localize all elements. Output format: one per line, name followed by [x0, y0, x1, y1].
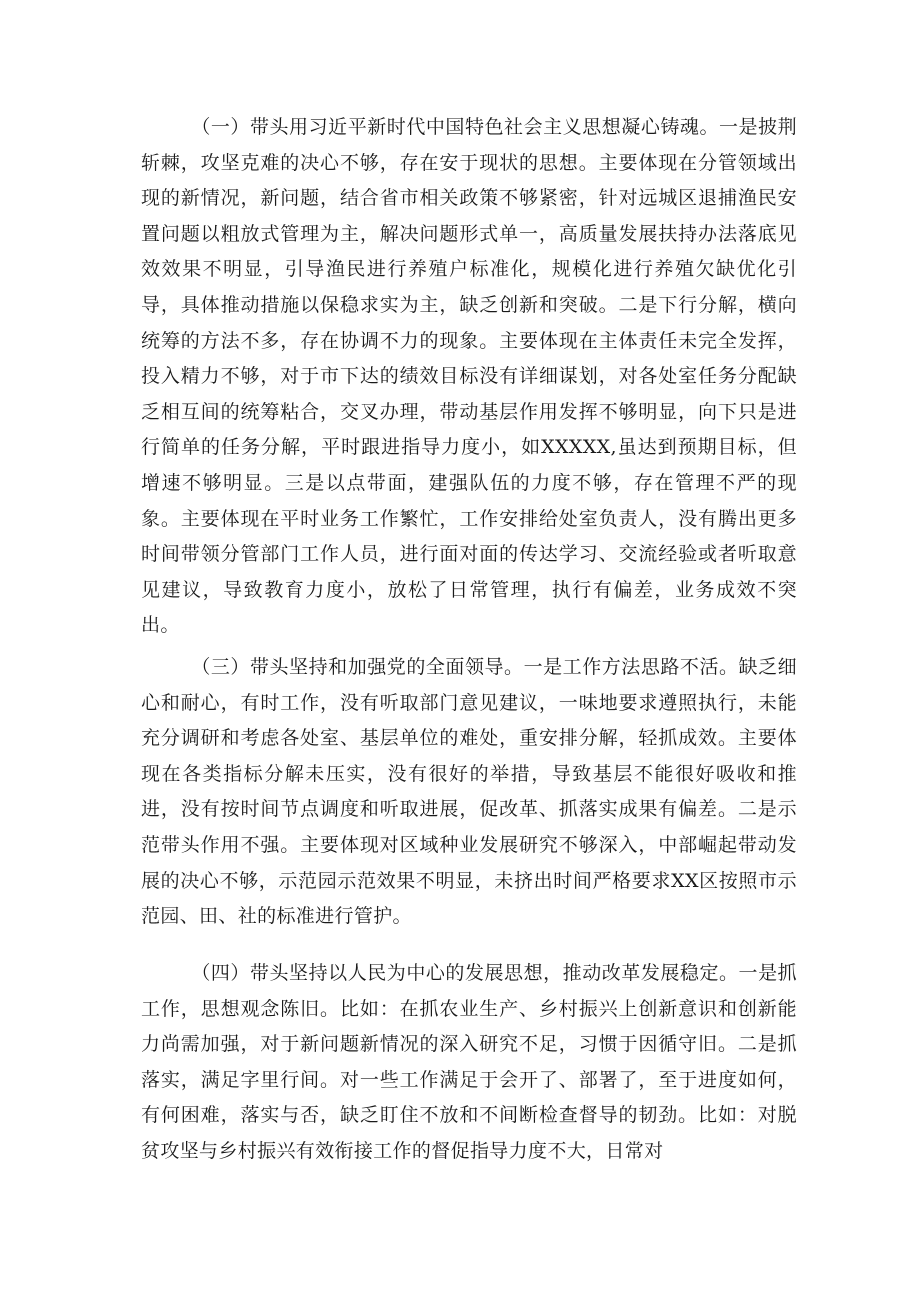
paragraph-section-4: （四）带头坚持以人民为中心的发展思想，推动改革发展稳定。一是抓工作，思想观念陈旧。比如：在抓农业生产、乡村振兴上创新意识和创新能力尚需加强，对于新问题新情况的深入研究不足，习惯于因循守旧。二是抓落实，满足字里行间。对一些工作满足于会开了、部署了，至于进度如何，有何困难，落实与否，缺乏盯住不放和不间断检查督导的韧劲。比如：对脱贫攻坚与乡村振兴有效衔接工作的督促指导力度不大，日常对 — [141, 962, 797, 1162]
paragraph-section-1: （一）带头用习近平新时代中国特色社会主义思想凝心铸魂。一是披荆斩棘，攻坚克难的决心不够，存在安于现状的思想。主要体现在分管领域出现的新情况，新问题，结合省市相关政策不够紧密，针对远城区退捕渔民安置问题以粗放式管理为主，解决问题形式单一，高质量发展扶持办法落底见效效果不明显，引导渔民进行养殖户标准化，规模化进行养殖欠缺优化引导，具体推动措施以保稳求实为主，缺乏创新和突破。二是下行分解，横向统筹的方法不多，存在协调不力的现象。主要体现在主体责任未完全发挥，投入精力不够，对于市下达的绩效目标没有详细谋划，对各处室任务分配缺乏相互间的统筹粘合，交叉办理，带动基层作用发挥不够明显，向下只是进行简单的任务分解，平时跟进指导力度小，如XXXXX,虽达到预期目标，但增速不够明显。三是以点带面，建强队伍的力度不够，存在管理不严的现象。主要体现在平时业务工作繁忙，工作安排给处室负责人，没有腾出更多时间带领分管部门工作人员，进行面对面的传达学习、交流经验或者听取意见建议，导致教育力度小，放松了日常管理，执行有偏差，业务成效不突出。 — [141, 116, 797, 637]
paragraph-section-3: （三）带头坚持和加强党的全面领导。一是工作方法思路不活。缺乏细心和耐心，有时工作，没有听取部门意见建议，一味地要求遵照执行，未能充分调研和考虑各处室、基层单位的难处，重安排分解，轻抓成效。主要体现在各类指标分解未压实，没有很好的举措，导致基层不能很好吸收和推进，没有按时间节点调度和听取进展，促改革、抓落实成果有偏差。二是示范带头作用不强。主要体现对区域种业发展研究不够深入，中部崛起带动发展的决心不够，示范园示范效果不明显，未挤出时间严格要求XX区按照市示范园、田、社的标准进行管护。 — [141, 656, 797, 928]
